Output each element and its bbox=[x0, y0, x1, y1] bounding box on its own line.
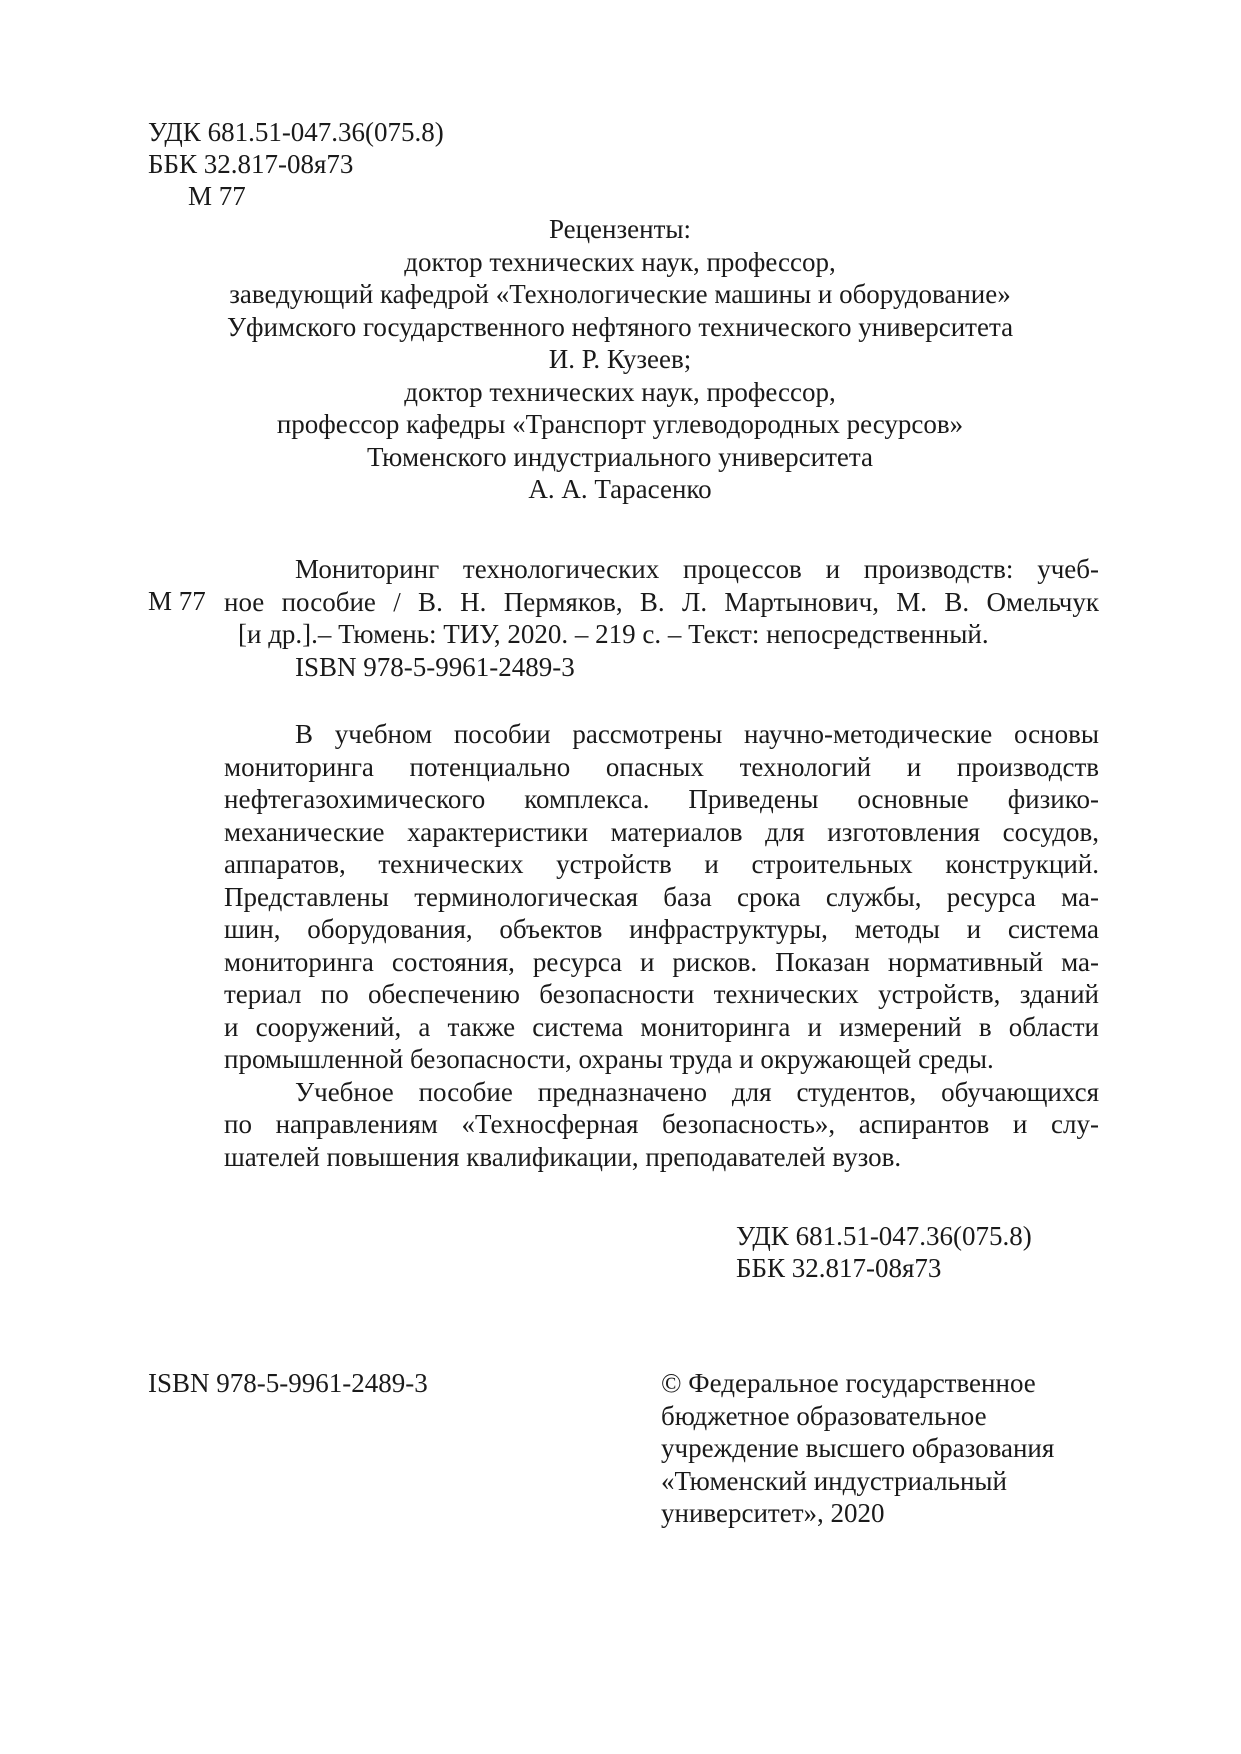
author-mark: М 77 bbox=[188, 181, 246, 211]
bibliography-line: ное пособие / В. Н. Пермяков, В. Л. Мартынович, М. В. Омельчук bbox=[224, 586, 1099, 617]
annotation-line: шателей повышения квалификации, преподавателей вузов. bbox=[224, 1141, 902, 1172]
copyright-line: учреждение высшего образования bbox=[661, 1433, 1055, 1463]
bibliography-line: Мониторинг технологических процессов и производств: учеб- bbox=[295, 554, 1099, 584]
annotation-line: и сооружений, а также система мониторинга и измерений в области bbox=[224, 1011, 1099, 1042]
copyright-line: «Тюменский индустриальный bbox=[661, 1465, 1007, 1496]
reviewer-line: заведующий кафедрой «Технологические машины и оборудование» bbox=[229, 279, 1011, 309]
footer-isbn: ISBN 978-5-9961-2489-3 bbox=[148, 1368, 428, 1398]
annotation-line: нефтегазохимического комплекса. Приведены основные физико- bbox=[224, 784, 1099, 814]
copyright-line: бюджетное образовательное bbox=[661, 1400, 987, 1431]
annotation-line: Учебное пособие предназначено для студентов, обучающихся bbox=[295, 1076, 1099, 1107]
reviewer-name: И. Р. Кузеев; bbox=[548, 344, 692, 374]
reviewer-line: Тюменского индустриального университета bbox=[367, 441, 873, 472]
reviewer-line: профессор кафедры «Транспорт углеводородных ресурсов» bbox=[276, 409, 964, 439]
udk-code: УДК 681.51-047.36(075.8) bbox=[148, 117, 444, 147]
reviewer-line: доктор технических наук, профессор, bbox=[404, 376, 836, 407]
reviewer-line: Уфимского государственного нефтяного технического университета bbox=[226, 311, 1014, 342]
reviewer-name: А. А. Тарасенко bbox=[528, 474, 712, 504]
annotation-line: по направлениям «Техносферная безопасность», аспирантов и слу- bbox=[224, 1109, 1099, 1139]
annotation-line: механические характеристики материалов для изготовления сосудов, bbox=[224, 816, 1099, 847]
reviewers-section bbox=[140, 213, 1100, 506]
annotation-line: шин, оборудования, объектов инфраструктуры, методы и система bbox=[224, 914, 1099, 944]
bibliography-line: [и др.].– Тюмень: ТИУ, 2020. – 219 с. – Текст: непосредственный. bbox=[238, 619, 989, 649]
annotation-line: промышленной безопасности, охраны труда и окружающей среды. bbox=[224, 1044, 994, 1074]
annotation-line: аппаратов, технических устройств и строительных конструкций. bbox=[224, 849, 1099, 879]
bbk-code: ББК 32.817-08я73 bbox=[148, 149, 354, 179]
copyright-line: университет», 2020 bbox=[661, 1498, 885, 1528]
copyright-line: © Федеральное государственное bbox=[661, 1368, 1036, 1398]
reviewer-line: доктор технических наук, профессор, bbox=[404, 246, 836, 277]
footer-udk-code: УДК 681.51-047.36(075.8) bbox=[736, 1221, 1032, 1251]
annotation-line: териал по обеспечению безопасности технических устройств, зданий bbox=[224, 979, 1099, 1009]
footer-bbk-code: ББК 32.817-08я73 bbox=[736, 1253, 942, 1283]
bibliography-mark: М 77 bbox=[148, 586, 206, 616]
bibliography-entry bbox=[224, 553, 1099, 683]
annotation-line: мониторинга потенциально опасных технологий и производств bbox=[224, 751, 1099, 782]
annotation-line: мониторинга состояния, ресурса и рисков. Показан нормативный ма- bbox=[224, 946, 1099, 977]
copyright-block bbox=[661, 1367, 1054, 1530]
annotation-line: Представлены терминологическая база срока службы, ресурса ма- bbox=[224, 881, 1099, 912]
annotation-line: В учебном пособии рассмотрены научно-методические основы bbox=[295, 719, 1099, 749]
reviewers-title: Рецензенты: bbox=[548, 214, 692, 244]
bibliography-isbn: ISBN 978-5-9961-2489-3 bbox=[295, 651, 575, 682]
annotation bbox=[224, 718, 1099, 1173]
